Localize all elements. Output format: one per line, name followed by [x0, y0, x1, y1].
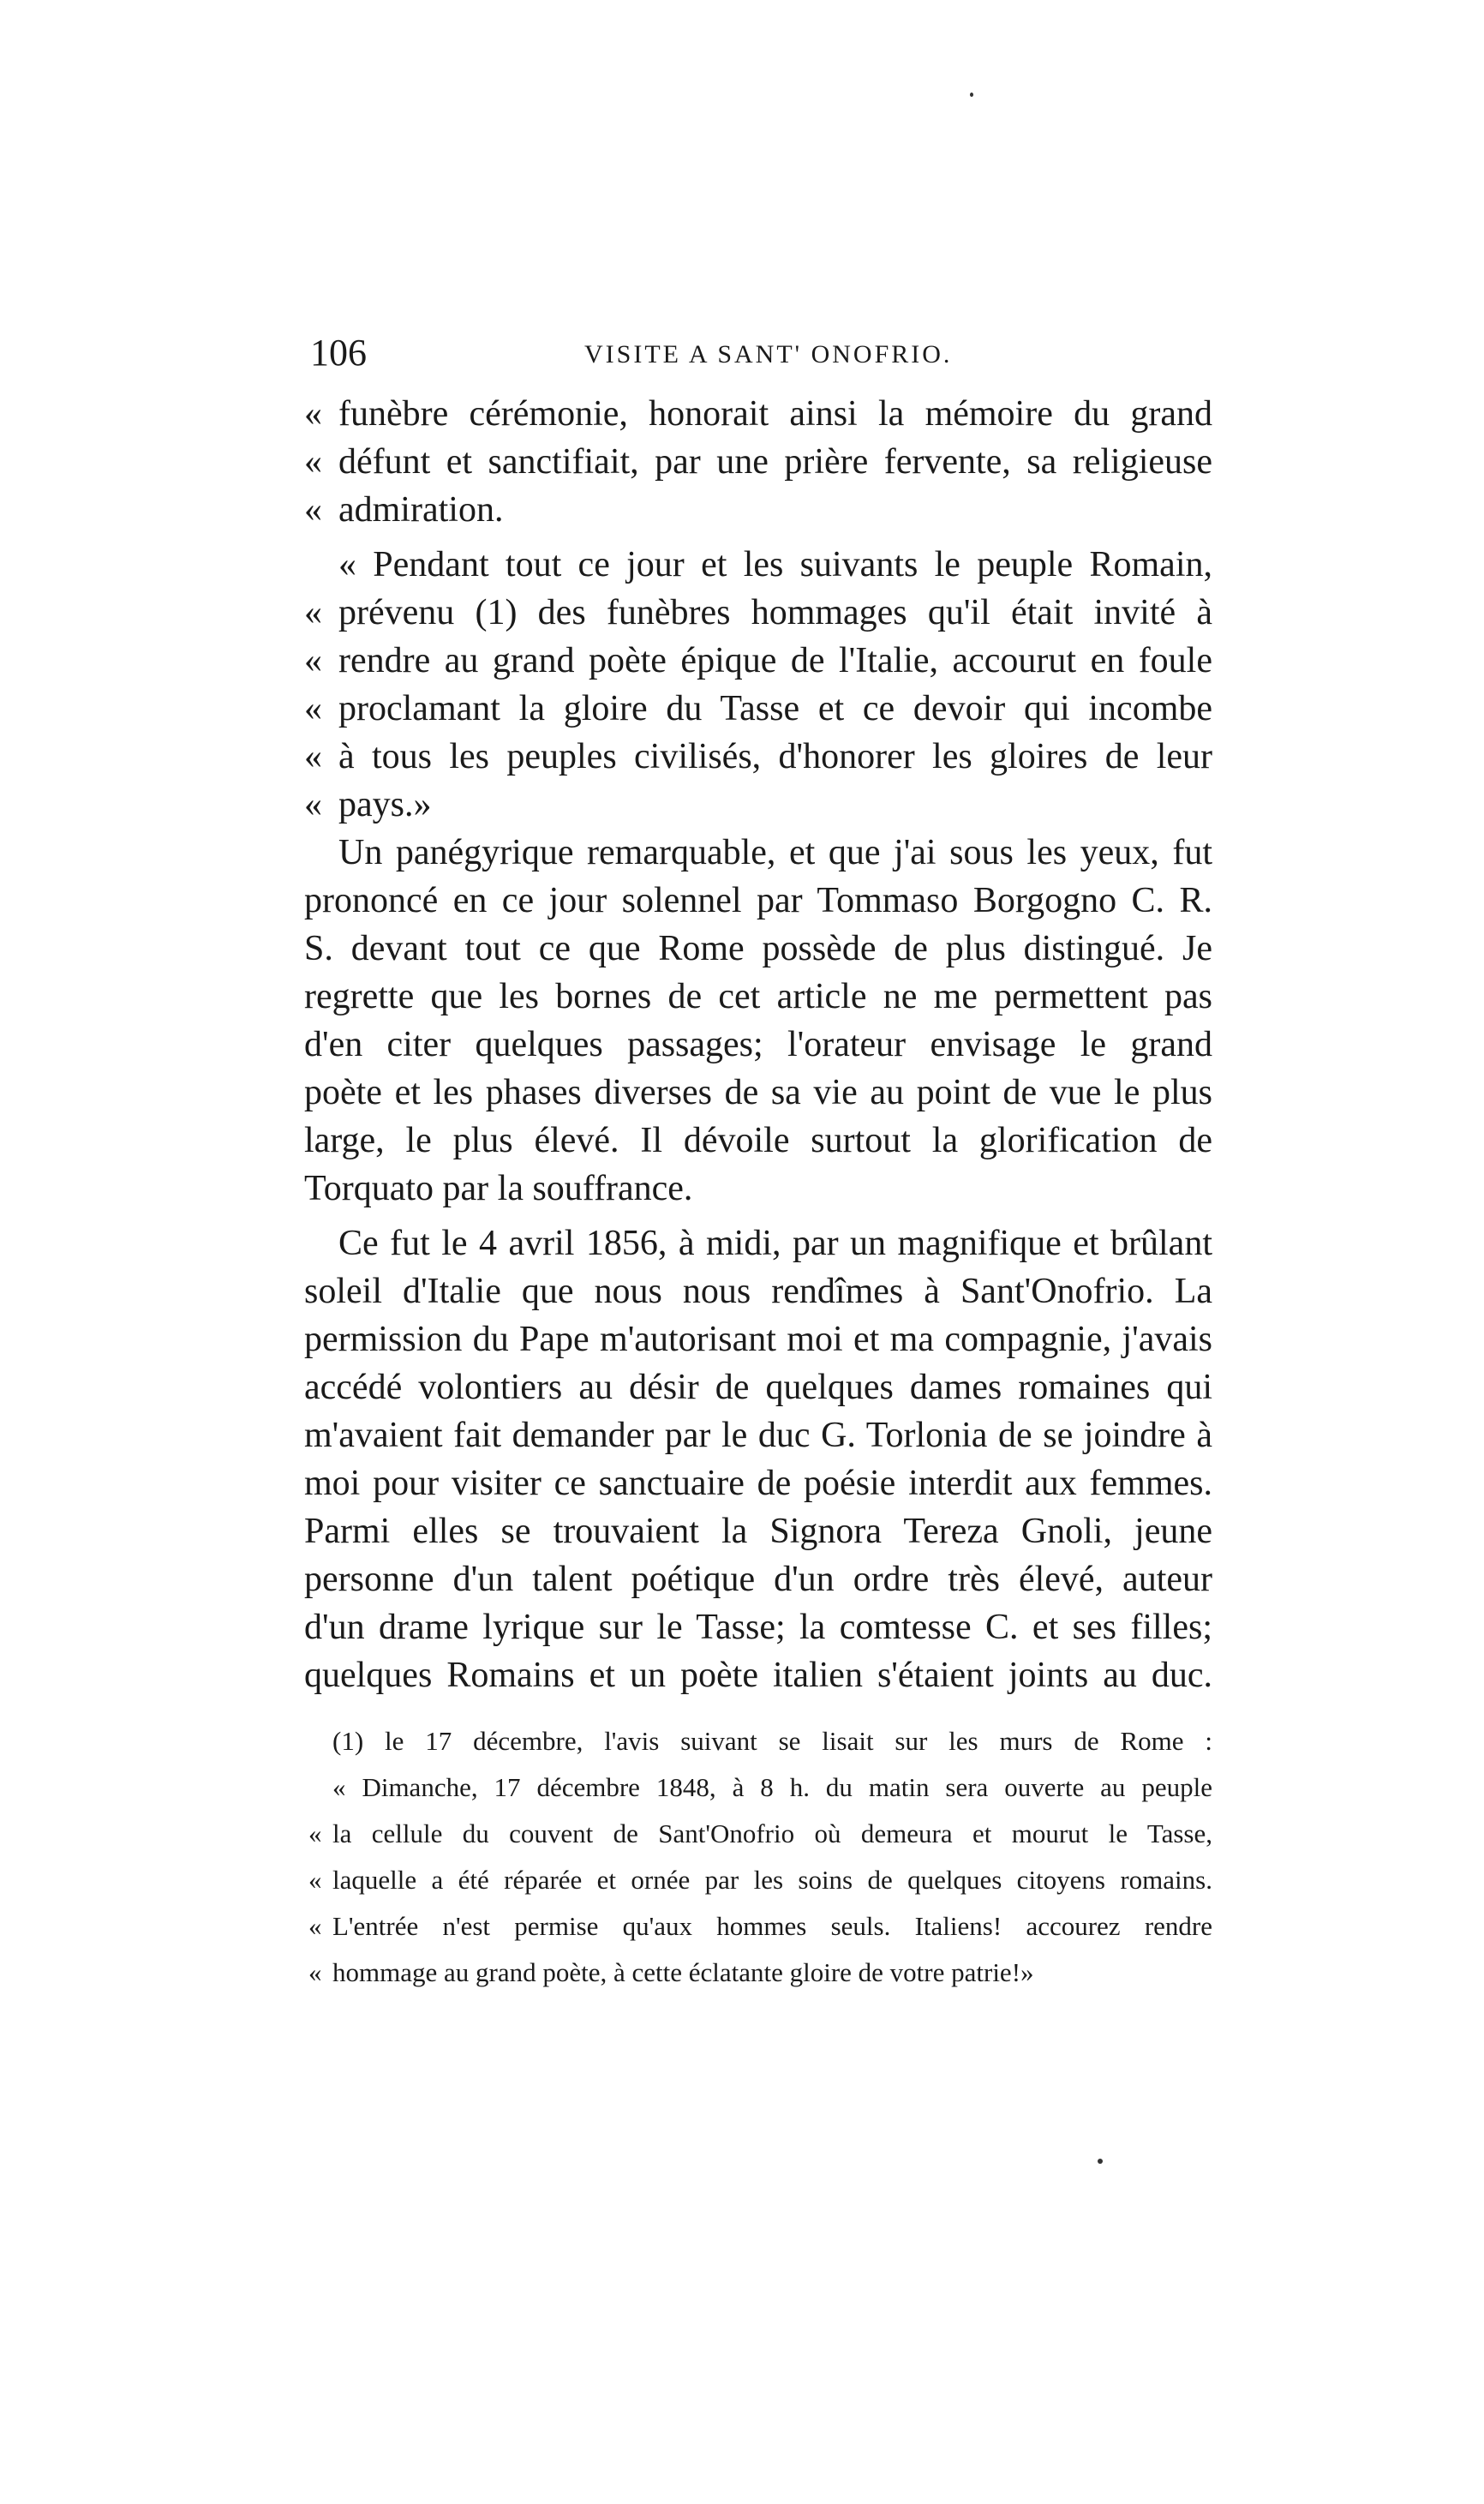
text-line: m'avaient fait demander par le duc G. Torlonia de se joindre à: [304, 1416, 1212, 1455]
text-line: permission du Pape m'autorisant moi et ma compagnie, j'avais: [304, 1320, 1212, 1359]
text-line: quelques Romains et un poète italien s'étaient joints au duc.: [304, 1656, 1212, 1695]
quote-mark: «: [304, 785, 322, 824]
text-line: Ce fut le 4 avril 1856, à midi, par un magnifique et brûlant: [338, 1224, 1212, 1263]
text-line: poète et les phases diverses de sa vie au point de vue le plus: [304, 1073, 1212, 1112]
text-line: personne d'un talent poétique d'un ordre très élevé, auteur: [304, 1560, 1212, 1599]
footnote-line: « laquelle a été réparée et ornée par les soins de quelques citoyens romains.: [308, 1857, 1212, 1903]
text-line: « rendre au grand poète épique de l'Italie, accourut en foule: [304, 637, 1212, 685]
footnote-line: « Dimanche, 17 décembre 1848, à 8 h. du matin sera ouverte au peuple: [332, 1772, 1212, 1802]
text-line: d'en citer quelques passages; l'orateur envisage le grand: [304, 1025, 1212, 1064]
quote-mark: «: [304, 641, 322, 680]
text-line: « défunt et sanctifiait, par une prière fervente, sa religieuse: [304, 438, 1212, 486]
quote-mark: «: [308, 1957, 322, 1987]
text-line: « à tous les peuples civilisés, d'honorer les gloires de leur: [304, 733, 1212, 781]
text-line: large, le plus élevé. Il dévoile surtout la glorification de: [304, 1121, 1212, 1160]
footnotes: [308, 1718, 1212, 1996]
quote-mark: «: [304, 490, 322, 530]
text-line: regrette que les bornes de cet article ne me permettent pas: [304, 977, 1212, 1016]
text-line: « Pendant tout ce jour et les suivants le peuple Romain,: [338, 545, 1212, 584]
quote-mark: «: [308, 1865, 322, 1895]
text-line: prononcé en ce jour solennel par Tommaso Borgogno C. R.: [304, 881, 1212, 920]
text-line: Torquato par la souffrance.: [304, 1169, 693, 1208]
footnote-line: « la cellule du couvent de Sant'Onofrio où demeura et mourut le Tasse,: [308, 1811, 1212, 1857]
text-line: Un panégyrique remarquable, et que j'ai sous les yeux, fut: [338, 833, 1212, 872]
page-header: [310, 329, 1210, 380]
quote-mark: «: [304, 689, 322, 728]
footnote-line: (1) le 17 décembre, l'avis suivant se lisait sur les murs de Rome :: [332, 1726, 1212, 1756]
text-line: accédé volontiers au désir de quelques dames romaines qui: [304, 1368, 1212, 1407]
text-line: « prévenu (1) des funèbres hommages qu'il était invité à: [304, 589, 1212, 637]
text-line: moi pour visiter ce sanctuaire de poésie interdit aux femmes.: [304, 1464, 1212, 1503]
quote-mark: «: [308, 1911, 322, 1941]
text-line: d'un drame lyrique sur le Tasse; la comtesse C. et ses filles;: [304, 1608, 1212, 1647]
text-line: S. devant tout ce que Rome possède de plus distingué. Je: [304, 929, 1212, 968]
page-number: 106: [310, 332, 367, 374]
text-line: « pays.»: [304, 781, 1212, 829]
text-line: Parmi elles se trouvaient la Signora Tereza Gnoli, jeune: [304, 1512, 1212, 1551]
quote-mark: «: [304, 737, 322, 776]
text-line: « admiration.: [304, 486, 1212, 534]
footnote-line: « L'entrée n'est permise qu'aux hommes seuls. Italiens! accourez rendre: [308, 1903, 1212, 1950]
quote-mark: «: [304, 394, 322, 434]
footnote-line: « hommage au grand poète, à cette éclatante gloire de votre patrie!»: [308, 1950, 1212, 1996]
body-text: [304, 390, 1212, 1699]
quote-mark: «: [304, 442, 322, 482]
ink-speck-mark: [1098, 2159, 1103, 2164]
quote-mark: «: [304, 593, 322, 632]
text-line: soleil d'Italie que nous nous rendîmes à Sant'Onofrio. La: [304, 1272, 1212, 1311]
quote-mark: «: [308, 1818, 322, 1848]
text-line: « funèbre cérémonie, honorait ainsi la mémoire du grand: [304, 390, 1212, 438]
text-line: « proclamant la gloire du Tasse et ce devoir qui incombe: [304, 685, 1212, 733]
running-title: VISITE A SANT' ONOFRIO.: [584, 340, 953, 368]
ink-speck-mark: [970, 93, 973, 97]
